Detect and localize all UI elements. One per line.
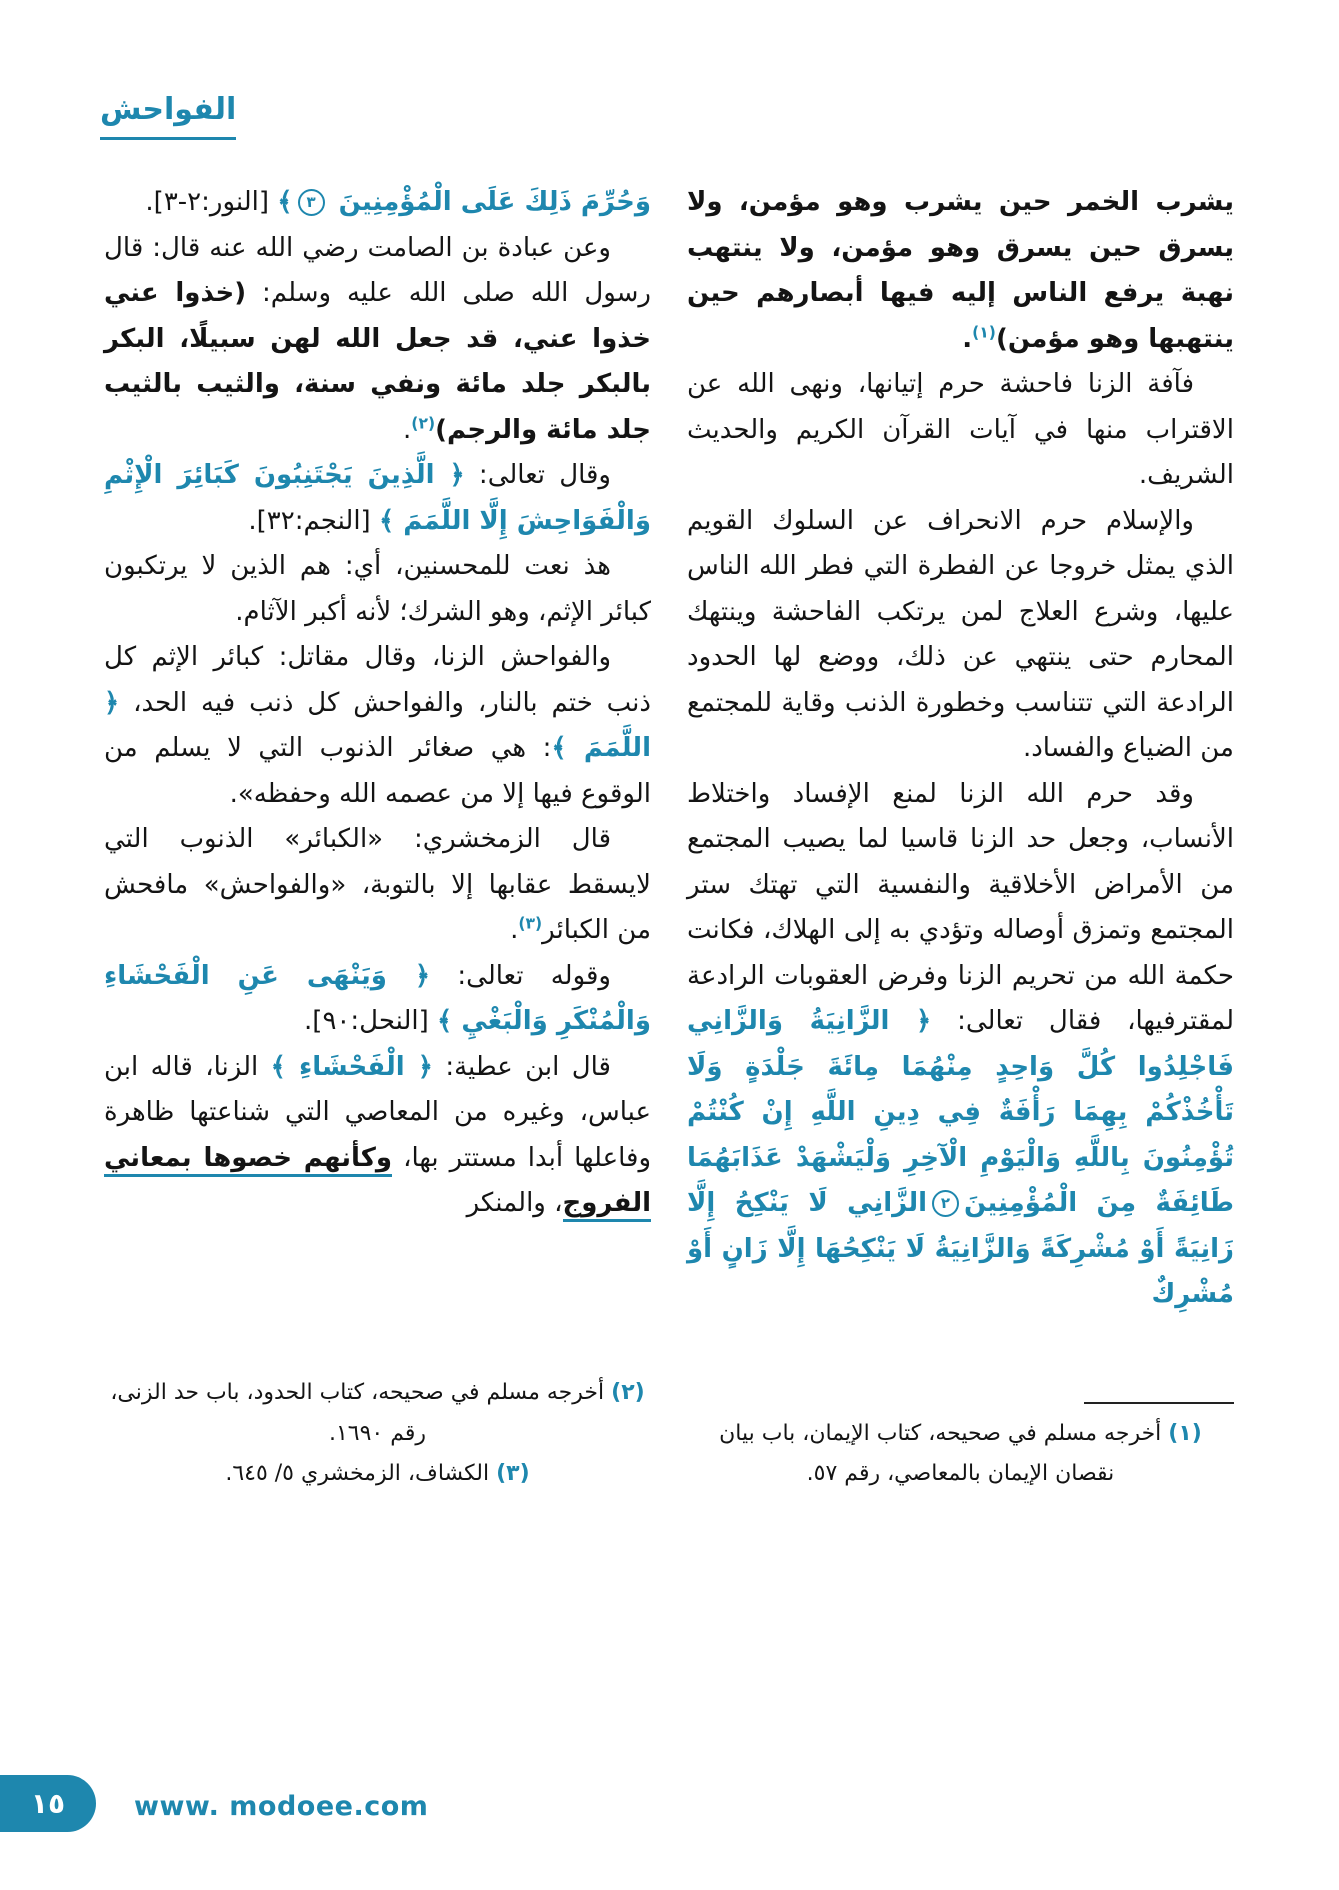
- paragraph: [104, 1045, 651, 1227]
- text-run: : هي صغائر الذنوب التي لا يسلم من الوقوع فيها إلا من عصمه الله وحفظه».: [104, 733, 651, 809]
- page-number-badge: [0, 1775, 96, 1832]
- text-run: .: [510, 915, 519, 945]
- bold-text-run: (خذوا عني خذوا عني، قد جعل الله لهن سبيلًا، البكر بالبكر جلد مائة ونفي سنة، والثيب بالثيب جلد مائة والرجم): [104, 278, 651, 445]
- text-run: وعن عبادة بن الصامت رضي الله عنه قال: قال رسول الله صلى الله عليه وسلم:: [104, 232, 651, 308]
- quran-verse: ﴿ الَّذِينَ يَجْتَنِبُونَ كَبَائِرَ الْإِثْمِ وَالْفَوَاحِشَ إِلَّا اللَّمَمَ ﴾: [104, 460, 651, 536]
- paragraph: [104, 544, 651, 635]
- page-title: الفواحش: [100, 92, 236, 140]
- quran-verse: ﴿ اللَّمَمَ ﴾: [104, 687, 651, 763]
- footnote-text: الكشاف، الزمخشري ٥/ ٦٤٥.: [225, 1461, 497, 1487]
- paragraph: [104, 180, 651, 226]
- column-left: [104, 180, 651, 1495]
- paragraph: [104, 635, 651, 817]
- footnotes-right: [687, 1394, 1234, 1495]
- quran-verse: ﴿ الزَّانِيَةُ وَالزَّانِي فَاجْلِدُوا كُلَّ وَاحِدٍ مِنْهُمَا مِائَةَ جَلْدَةٍ وَلَا تَأْخُذْكُمْ بِهِمَا رَأْفَةٌ فِي دِينِ اللَّهِ إِنْ كُنْتُمْ تُؤْمِنُونَ بِاللَّهِ وَالْيَوْمِ الْآخِرِ وَلْيَشْهَدْ عَذَابَهُمَا طَائِفَةٌ مِنَ الْمُؤْمِنِينَ: [687, 1006, 1234, 1218]
- text-run: هذ نعت للمحسنين، أي: هم الذين لا يرتكبون كبائر الإثم، وهو الشرك؛ لأنه أكبر الآثام.: [104, 551, 651, 627]
- quran-verse: وَحُرِّمَ ذَلِكَ عَلَى الْمُؤْمِنِينَ: [329, 187, 651, 217]
- paragraph: [104, 954, 651, 1045]
- column-right-body: [687, 180, 1234, 1318]
- quran-verse: ﴾: [277, 187, 293, 217]
- text-run: وقد حرم الله الزنا لمنع الإفساد واختلاط الأنساب، وجعل حد الزنا قاسيا لما يصيب المجتمع من الأمراض الأخلاقية والنفسية التي تهتك ستر المجتمع وتمزق أوصاله وتؤدي به إلى الهلاك، فكانت حكمة الله من تحريم الزنا وفرض العقوبات الرادعة لمقترفيها، فقال تعالى:: [687, 778, 1234, 1036]
- quran-verse: ﴿ الْفَحْشَاءِ ﴾: [270, 1051, 433, 1082]
- text-run: قال ابن عطية:: [433, 1051, 611, 1082]
- footnote-number: (٢): [611, 1379, 645, 1405]
- footnote-marker: (٢): [411, 413, 436, 432]
- bold-text-run: يشرب الخمر حين يشرب وهو مؤمن، ولا يسرق حين يسرق وهو مؤمن، ولا ينتهب نهبة يرفع الناس إليه فيها أبصارهم حين ينتهبها وهو مؤمن): [687, 187, 1234, 354]
- quran-verse: الزَّانِي لَا يَنْكِحُ إِلَّا زَانِيَةً أَوْ مُشْرِكَةً وَالزَّانِيَةُ لَا يَنْكِحُهَا إِلَّا زَانٍ أَوْ مُشْرِكٌ: [687, 1188, 1234, 1309]
- text-run: والإسلام حرم الانحراف عن السلوك القويم الذي يمثل خروجا عن الفطرة التي فطر الله الناس عليها، وشرع العلاج لمن يرتكب الفاحشة وينتهك المحارم حتى ينتهي عن ذلك، ووضع لها الحدود الرادعة التي تتناسب وخطورة الذنب وقاية للمجتمع من الضياع والفساد.: [687, 505, 1234, 763]
- text-run: فآفة الزنا فاحشة حرم إتيانها، ونهى الله عن الاقتراب منها في آيات القرآن الكريم والحديث الشريف.: [687, 369, 1234, 490]
- paragraph: [687, 772, 1234, 1318]
- text-run: قال الزمخشري: «الكبائر» الذنوب التي لايسقط عقابها إلا بالتوبة، «والفواحش» مافحش من الكبائر: [104, 824, 651, 945]
- paragraph: [687, 499, 1234, 772]
- footnotes-left: [104, 1373, 651, 1495]
- bold-text-run: .: [962, 323, 973, 354]
- text-columns: [104, 180, 1234, 1495]
- paragraph: [687, 180, 1234, 362]
- paragraph: [104, 226, 651, 454]
- footnote: [104, 1454, 651, 1495]
- footnote-number: (٣): [496, 1461, 530, 1487]
- footnote-marker: (٣): [518, 914, 543, 933]
- text-run: .: [403, 414, 412, 445]
- text-run: [النجم:٣٢].: [248, 505, 379, 536]
- quran-verse: ﴿ وَيَنْهَى عَنِ الْفَحْشَاءِ وَالْمُنْكَرِ وَالْبَغْيِ ﴾: [104, 960, 651, 1036]
- underlined-text-run: وكأنهم خصوها بمعاني الفروج: [104, 1143, 651, 1223]
- text-run: الزنا، قاله ابن عباس، وغيره من المعاصي التي شناعتها ظاهرة وفاعلها أبدا مستتر بها،: [104, 1051, 651, 1173]
- footnote-text: أخرجه مسلم في صحيحه، كتاب الحدود، باب حد الزنى، رقم ١٦٩٠.: [110, 1379, 612, 1446]
- column-left-body: [104, 180, 651, 1227]
- footnote-text: أخرجه مسلم في صحيحه، كتاب الإيمان، باب بيان نقصان الإيمان بالمعاصي، رقم ٥٧.: [719, 1420, 1169, 1487]
- footnote-number: (١): [1168, 1420, 1202, 1446]
- footnote: [687, 1414, 1234, 1495]
- ayah-number: ٢: [932, 1190, 959, 1217]
- footnote-list-left: [104, 1373, 651, 1495]
- paragraph: [104, 453, 651, 544]
- text-run: والفواحش الزنا، وقال مقاتل: كبائر الإثم كل ذنب ختم بالنار، والفواحش كل ذنب فيه الحد،: [104, 642, 651, 718]
- footnote-marker: (١): [972, 322, 996, 341]
- text-run: [النور:٢-٣].: [145, 187, 278, 217]
- text-run: وقال تعالى:: [464, 460, 611, 490]
- footnote-separator: [1084, 1402, 1234, 1404]
- website-text: www. modoee.com: [134, 1791, 429, 1822]
- footnote: [104, 1373, 651, 1454]
- paragraph: [104, 817, 651, 954]
- footnote-list-right: [687, 1414, 1234, 1495]
- column-right: [687, 180, 1234, 1495]
- text-run: وقوله تعالى:: [430, 960, 611, 991]
- text-run: ، والمنكر: [466, 1188, 563, 1218]
- page-number: ١٥: [30, 1787, 66, 1820]
- paragraph: [687, 362, 1234, 499]
- ayah-number: ٣: [298, 189, 325, 216]
- text-run: [النحل:٩٠].: [304, 1006, 438, 1036]
